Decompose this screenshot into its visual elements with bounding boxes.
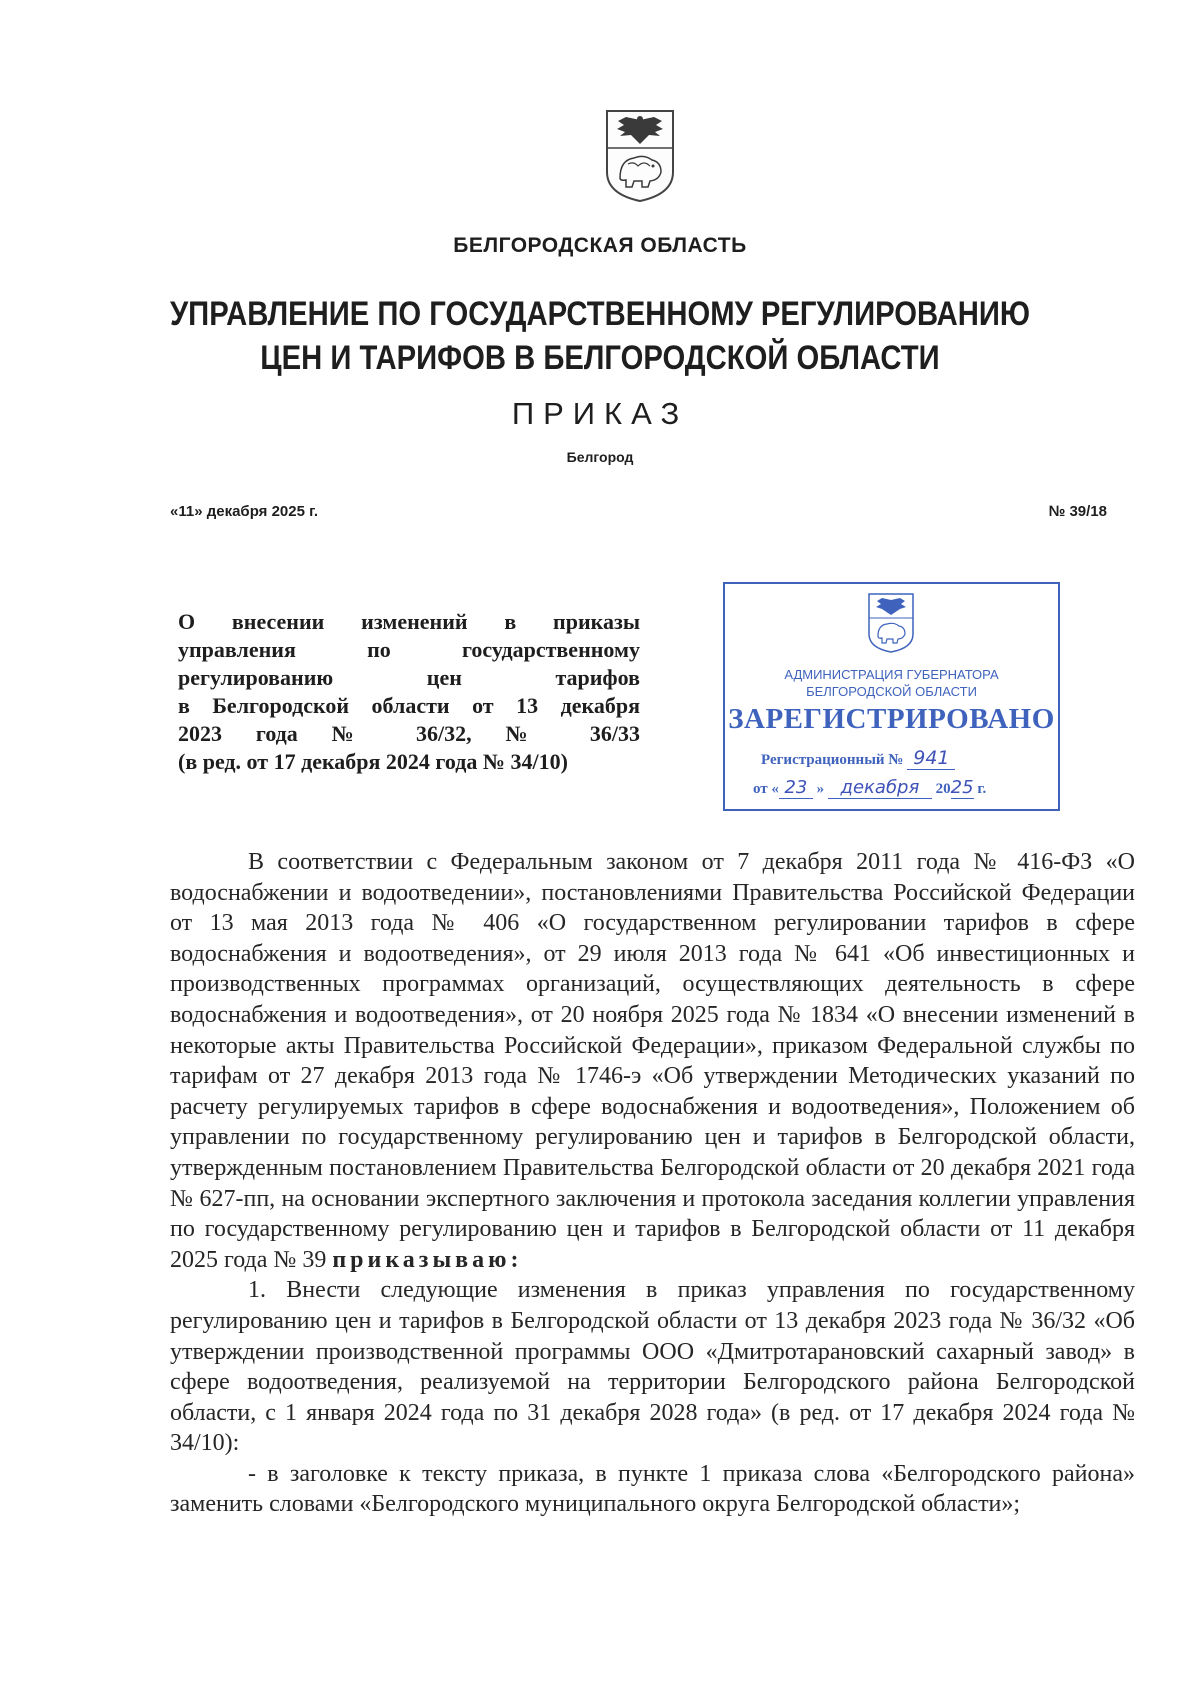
subject-line: управления по государственному bbox=[178, 637, 640, 662]
subject-line: в Белгородской области от 13 декабря bbox=[178, 693, 640, 718]
stamp-registration-number bbox=[761, 747, 955, 770]
stamp-date-prefix: от « bbox=[753, 781, 779, 797]
stamp-organization-line2: БЕЛГОРОДСКОЙ ОБЛАСТИ bbox=[806, 684, 977, 699]
subject-line: О внесении изменений в приказы bbox=[178, 609, 640, 634]
stamp-date-suffix: г. bbox=[977, 781, 987, 797]
order-number: № 39/18 bbox=[1048, 503, 1107, 520]
agency-name bbox=[84, 292, 1116, 380]
stamp-year-prefix: 20 bbox=[935, 781, 951, 797]
subject-line: 2023 года № 36/32, № 36/33 bbox=[178, 721, 640, 746]
stamp-date-mid: » bbox=[816, 781, 825, 797]
agency-name-line2: ЦЕН И ТАРИФОВ В БЕЛГОРОДСКОЙ ОБЛАСТИ bbox=[260, 339, 940, 377]
item-1-subpoint: - в заголовке к тексту приказа, в пункте 1 приказа слова «Белгородского района» заменить словами «Белгородского муниципального округа Белгородской области»; bbox=[170, 1460, 1135, 1518]
stamp-organization bbox=[725, 666, 1058, 700]
stamp-status: ЗАРЕГИСТРИРОВАНО bbox=[728, 703, 1055, 735]
stamp-registration-date bbox=[753, 777, 986, 799]
handwritten-registration-number: 941 bbox=[907, 747, 955, 770]
stamp-emblem-icon bbox=[867, 592, 915, 654]
order-body bbox=[170, 847, 1135, 1520]
agency-name-line1: УПРАВЛЕНИЕ ПО ГОСУДАРСТВЕННОМУ РЕГУЛИРОВАНИЮ bbox=[169, 295, 1031, 333]
order-subject bbox=[178, 608, 640, 776]
coat-of-arms-emblem bbox=[604, 108, 676, 204]
issue-city: Белгород bbox=[566, 449, 634, 465]
handwritten-month: декабря bbox=[828, 777, 932, 799]
subject-line: регулированию цен тарифов bbox=[178, 665, 640, 690]
handwritten-year: 25 bbox=[950, 777, 974, 798]
issue-date: «11» декабря 2025 г. bbox=[170, 503, 319, 520]
stamp-organization-line1: АДМИНИСТРАЦИЯ ГУБЕРНАТОРА bbox=[784, 667, 999, 682]
order-word: приказываю: bbox=[332, 1246, 523, 1273]
preamble-text: В соответствии с Федеральным законом от 7 декабря 2011 года № 416-ФЗ «О водоснабжении и водоотведении», постановлениями Правительства Российской Федерации от 13 мая 2013 года № 406 «О государственном регулировании тарифов в сфере водоснабжения и водоотведения», от 29 июля 2013 года № 641 «Об инвестиционных и производственных программах организаций, осуществляющих деятельность в сфере водоснабжения и водоотведения», от 20 ноября 2025 года № 1834 «О внесении изменений в некоторые акты Правительства Российской Федерации», приказом Федеральной службы по тарифам от 27 декабря 2013 года № 1746-э «Об утверждении Методических указаний по расчету регулируемых тарифов в сфере водоснабжения и водоотведения», Положением об управлении по государственному регулированию цен и тарифов в Белгородской области, утвержденным постановлением Правительства Белгородской области от 20 декабря 2021 года № 627-пп, на основании экспертного заключения и протокола заседания коллегии управления по государственному регулированию цен и тарифов в Белгородской области от 11 декабря 2025 года № 39 bbox=[170, 849, 1135, 1273]
stamp-registration-label: Регистрационный № bbox=[761, 752, 904, 768]
handwritten-day: 23 bbox=[779, 777, 813, 799]
item-1-paragraph: 1. Внести следующие изменения в приказ управления по государственному регулированию цен и тарифов в Белгородской области от 13 декабря 2023 года № 36/32 «Об утверждении производственной программы ООО «Дмитротарановский сахарный завод» в сфере водоотведения, реализуемой на территории Белгородского района Белгородской области, с 1 января 2024 года по 31 декабря 2028 года» (в ред. от 17 декабря 2024 года № 34/10): bbox=[170, 1277, 1135, 1457]
preamble-paragraph bbox=[170, 847, 1135, 1275]
document-type: ПРИКАЗ bbox=[511, 396, 689, 431]
registration-stamp bbox=[723, 582, 1060, 811]
subject-line: (в ред. от 17 декабря 2024 года № 34/10) bbox=[178, 749, 568, 774]
region-name: БЕЛГОРОДСКАЯ ОБЛАСТЬ bbox=[453, 234, 747, 257]
